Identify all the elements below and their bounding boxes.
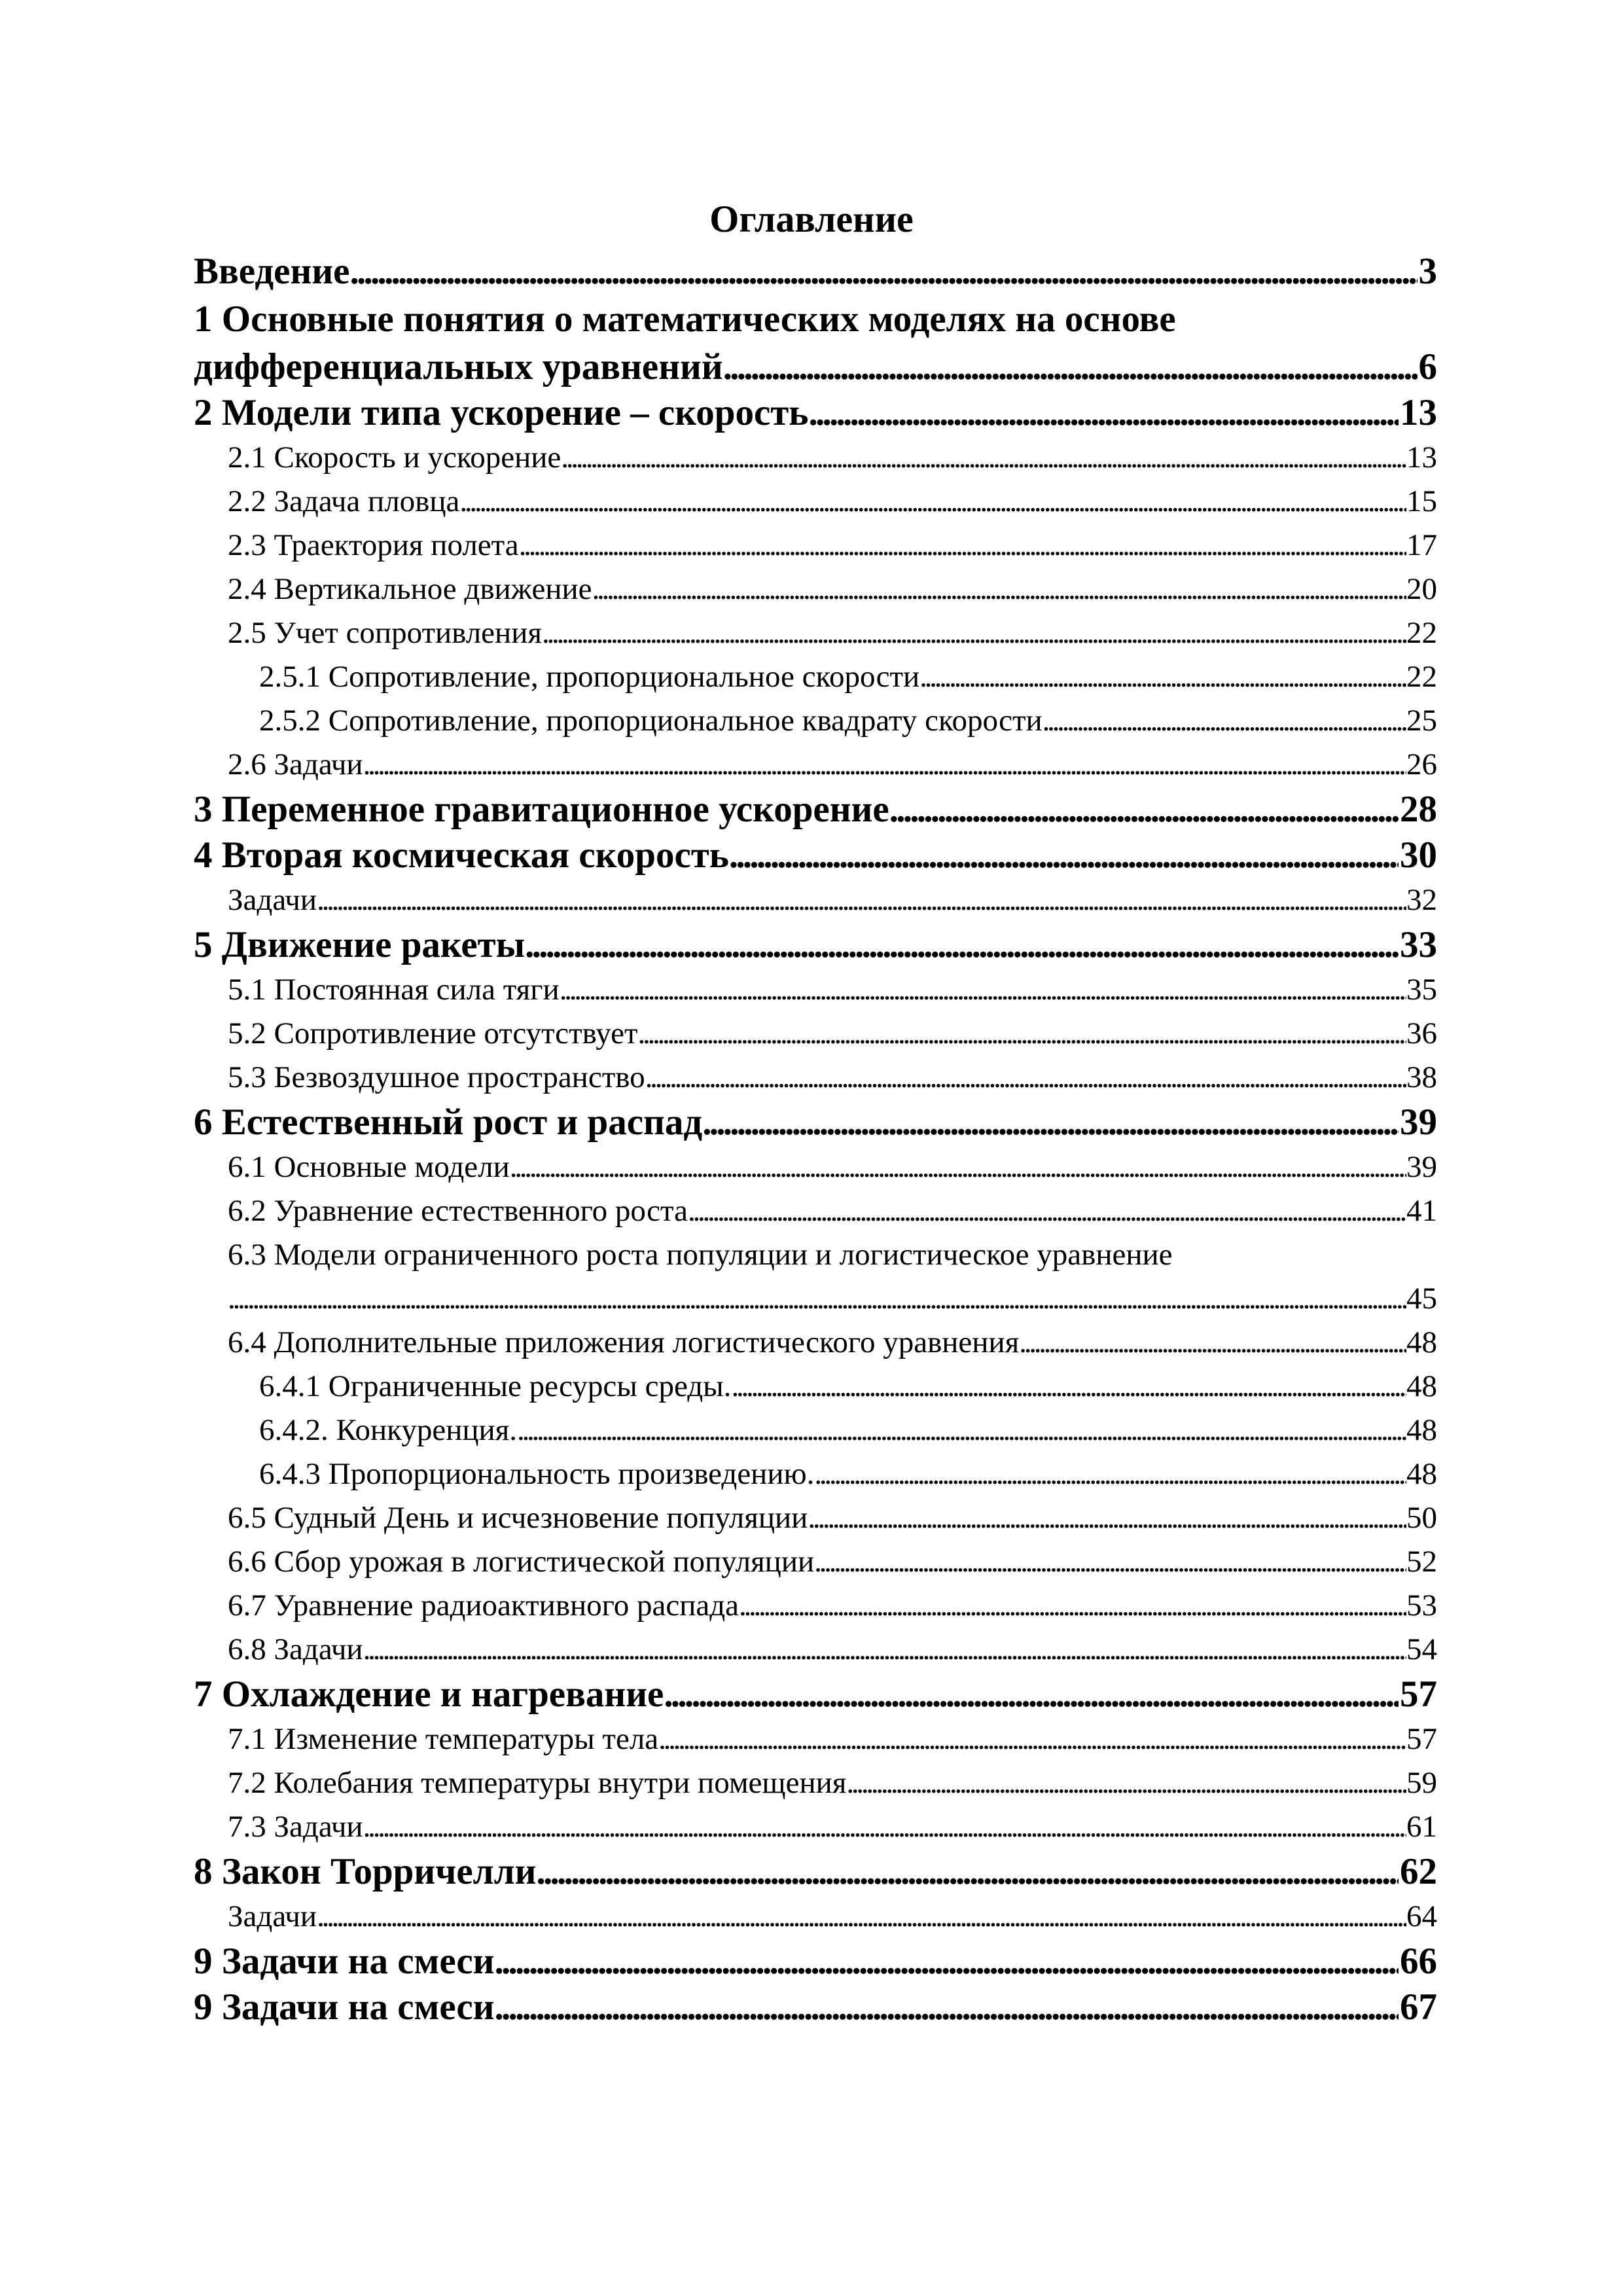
toc-dot-leader xyxy=(846,1761,1406,1805)
toc-section-entry[interactable] xyxy=(194,743,1437,787)
toc-dot-leader xyxy=(814,1452,1406,1496)
toc-dot-leader xyxy=(1043,699,1406,743)
toc-page-number: 22 xyxy=(1406,616,1437,650)
toc-dot-leader xyxy=(808,390,1399,436)
toc-page-number: 66 xyxy=(1400,1941,1437,1982)
toc-page-number: 52 xyxy=(1406,1545,1437,1579)
toc-dot-leader xyxy=(494,1939,1399,1984)
toc-section-entry[interactable] xyxy=(194,1189,1437,1233)
toc-entry-title: 9 Задачи на смеси xyxy=(194,1986,495,2028)
toc-dot-leader xyxy=(592,567,1406,611)
toc-entry-title: 6.4 Дополнительные приложения логистического уравнения xyxy=(228,1325,1020,1359)
toc-dot-leader xyxy=(729,833,1399,878)
toc-entry-title: 4 Вторая космическая скорость xyxy=(194,834,729,876)
toc-page-number: 64 xyxy=(1406,1899,1437,1933)
toc-dot-leader xyxy=(808,1496,1406,1540)
toc-entry-title: 2.6 Задачи xyxy=(228,747,363,781)
toc-subsection-entry[interactable] xyxy=(194,1365,1437,1408)
toc-dot-leader xyxy=(658,1717,1406,1761)
toc-entry-title: 8 Закон Торричелли xyxy=(194,1851,537,1892)
toc-entry-title: Задачи xyxy=(228,1899,317,1933)
toc-page-number: 53 xyxy=(1406,1588,1437,1623)
toc-section-entry[interactable] xyxy=(194,480,1437,524)
toc-section-entry[interactable] xyxy=(194,1277,1437,1321)
toc-entry-title: 5.1 Постоянная сила тяги xyxy=(228,973,560,1007)
toc-chapter-entry[interactable] xyxy=(194,249,1437,295)
toc-page-number: 28 xyxy=(1400,789,1437,830)
toc-page-number: 22 xyxy=(1406,660,1437,694)
toc-entry-title: Введение xyxy=(194,251,350,292)
toc-dot-leader xyxy=(228,1277,1406,1321)
toc-dot-leader xyxy=(731,1365,1406,1408)
toc-dot-leader xyxy=(459,480,1406,524)
toc-dot-leader xyxy=(702,1100,1399,1145)
toc-dot-leader xyxy=(561,436,1406,480)
toc-entry-title: 2.5.2 Сопротивление, пропорциональное квадрату скорости xyxy=(259,704,1043,738)
toc-entry-line: 1 Основные понятия о математических моделях на основе xyxy=(194,298,1176,340)
toc-page-number: 59 xyxy=(1406,1766,1437,1800)
toc-dot-leader xyxy=(510,1145,1406,1189)
toc-entry-title: 9 Задачи на смеси xyxy=(194,1941,495,1982)
toc-page-number: 61 xyxy=(1406,1810,1437,1844)
toc-dot-leader xyxy=(363,743,1406,787)
toc-entry-title: 2.5 Учет сопротивления xyxy=(228,616,542,650)
toc-page-number: 38 xyxy=(1406,1060,1437,1094)
toc-dot-leader xyxy=(349,249,1417,295)
toc-page-number: 48 xyxy=(1406,1457,1437,1491)
toc-dot-leader xyxy=(363,1805,1406,1849)
toc-entry-line: 6.3 Модели ограниченного роста популяции и логистическое уравнение xyxy=(228,1238,1173,1272)
toc-page-number: 39 xyxy=(1400,1102,1437,1143)
toc-page-number: 6 xyxy=(1418,346,1437,387)
toc-section-entry[interactable] xyxy=(194,1717,1437,1761)
toc-entry-title: 6.8 Задачи xyxy=(228,1632,363,1666)
toc-dot-leader xyxy=(494,1984,1399,2030)
toc-page-number: 41 xyxy=(1406,1194,1437,1228)
toc-entry-title: 2.3 Траектория полета xyxy=(228,528,519,562)
toc-section-entry[interactable] xyxy=(194,1805,1437,1849)
toc-entry-title: 7 Охлаждение и нагревание xyxy=(194,1674,664,1715)
toc-dot-leader xyxy=(317,1895,1406,1939)
toc-chapter-entry[interactable] xyxy=(194,1984,1437,2030)
toc-dot-leader xyxy=(525,922,1399,968)
toc-entry-title: 6.6 Сбор урожая в логистической популяции xyxy=(228,1545,815,1579)
toc-section-entry[interactable] xyxy=(194,567,1437,611)
toc-subsection-entry[interactable] xyxy=(194,1408,1437,1452)
toc-page-number: 26 xyxy=(1406,747,1437,781)
toc-dot-leader xyxy=(814,1540,1406,1584)
toc-section-entry[interactable] xyxy=(194,1761,1437,1805)
toc-page-number: 48 xyxy=(1406,1369,1437,1403)
toc-dot-leader xyxy=(542,611,1406,655)
toc-page-number: 35 xyxy=(1406,973,1437,1007)
toc-entry-title: 6.7 Уравнение радиоактивного распада xyxy=(228,1588,740,1623)
toc-section-entry[interactable] xyxy=(194,1496,1437,1540)
toc-dot-leader xyxy=(519,524,1406,567)
toc-page-number: 13 xyxy=(1406,440,1437,475)
toc-page-number: 50 xyxy=(1406,1501,1437,1535)
toc-entry-title: 6.1 Основные модели xyxy=(228,1150,510,1184)
toc-entry-title: 5 Движение ракеты xyxy=(194,924,526,965)
toc-entry-title: 7.2 Колебания температуры внутри помещения xyxy=(228,1766,847,1800)
toc-entry-title: 6.4.2. Конкуренция. xyxy=(259,1413,518,1447)
toc-dot-leader xyxy=(638,1012,1407,1056)
toc-page-number: 3 xyxy=(1418,251,1437,292)
toc-title: Оглавление xyxy=(709,198,914,240)
toc-section-entry[interactable] xyxy=(194,611,1437,655)
toc-page-number: 15 xyxy=(1406,484,1437,518)
toc-dot-leader xyxy=(1019,1321,1406,1365)
toc-subsection-entry[interactable] xyxy=(194,655,1437,699)
toc-section-entry[interactable] xyxy=(194,1321,1437,1365)
toc-section-entry[interactable] xyxy=(194,968,1437,1012)
toc-entry-title: 2.2 Задача пловца xyxy=(228,484,460,518)
toc-section-entry[interactable] xyxy=(194,436,1437,480)
toc-chapter-entry[interactable] xyxy=(194,922,1437,968)
toc-dot-leader xyxy=(723,344,1418,390)
toc-entry-title: 2.1 Скорость и ускорение xyxy=(228,440,562,475)
toc-chapter-entry[interactable] xyxy=(194,1672,1437,1717)
toc-section-entry[interactable] xyxy=(194,1584,1437,1628)
toc-section-entry[interactable] xyxy=(194,524,1437,567)
toc-page-number: 45 xyxy=(1406,1282,1437,1316)
toc-dot-leader xyxy=(517,1408,1406,1452)
toc-chapter-entry[interactable] xyxy=(194,1939,1437,1984)
toc-page-number: 13 xyxy=(1400,392,1437,433)
toc-entry-title: 2 Модели типа ускорение – скорость xyxy=(194,392,809,433)
toc-page-number: 20 xyxy=(1406,572,1437,606)
toc-entry-title: 6.2 Уравнение естественного роста xyxy=(228,1194,688,1228)
toc-dot-leader xyxy=(919,655,1406,699)
toc-dot-leader xyxy=(536,1849,1399,1895)
toc-page-number: 48 xyxy=(1406,1413,1437,1447)
toc-page-number: 57 xyxy=(1406,1722,1437,1756)
toc-page-number: 36 xyxy=(1406,1016,1437,1050)
toc-section-entry[interactable] xyxy=(194,1145,1437,1189)
toc-entry-title: 5.2 Сопротивление отсутствует xyxy=(228,1016,638,1050)
toc-subsection-entry[interactable] xyxy=(194,699,1437,743)
toc-dot-leader xyxy=(739,1584,1406,1628)
toc-dot-leader xyxy=(645,1056,1406,1100)
toc-subsection-entry[interactable] xyxy=(194,1452,1437,1496)
toc-page-number: 39 xyxy=(1406,1150,1437,1184)
toc-entry-title: Задачи xyxy=(228,883,317,917)
toc-page-number: 17 xyxy=(1406,528,1437,562)
table-of-contents xyxy=(194,249,1437,2030)
toc-dot-leader xyxy=(688,1189,1406,1233)
toc-chapter-entry[interactable] xyxy=(194,1100,1437,1145)
toc-chapter-entry[interactable] xyxy=(194,1849,1437,1895)
toc-chapter-entry[interactable] xyxy=(194,390,1437,436)
toc-section-entry[interactable] xyxy=(194,1012,1437,1056)
toc-dot-leader xyxy=(889,787,1399,833)
toc-entry-title: 6.5 Судный День и исчезновение популяции xyxy=(228,1501,808,1535)
toc-section-entry[interactable] xyxy=(194,1895,1437,1939)
toc-page-number: 57 xyxy=(1400,1674,1437,1715)
toc-chapter-entry[interactable] xyxy=(194,344,1437,390)
toc-dot-leader xyxy=(363,1628,1406,1672)
toc-section-entry[interactable] xyxy=(194,878,1437,922)
toc-chapter-entry[interactable] xyxy=(194,833,1437,878)
toc-entry-title: 6.4.3 Пропорциональность произведению. xyxy=(259,1457,815,1491)
toc-section-entry[interactable] xyxy=(194,1056,1437,1100)
toc-entry-title: дифференциальных уравнений xyxy=(194,346,723,387)
toc-section-entry[interactable] xyxy=(194,1628,1437,1672)
toc-page-number: 33 xyxy=(1400,924,1437,965)
toc-section-entry[interactable] xyxy=(194,1540,1437,1584)
toc-dot-leader xyxy=(664,1672,1399,1717)
toc-entry-title: 6 Естественный рост и распад xyxy=(194,1102,703,1143)
toc-entry-title: 5.3 Безвоздушное пространство xyxy=(228,1060,645,1094)
toc-dot-leader xyxy=(560,968,1406,1012)
toc-dot-leader xyxy=(317,878,1406,922)
toc-page-number: 62 xyxy=(1400,1851,1437,1892)
toc-page-number: 30 xyxy=(1400,834,1437,876)
toc-entry-title: 7.3 Задачи xyxy=(228,1810,363,1844)
toc-page-number: 25 xyxy=(1406,704,1437,738)
toc-page-number: 54 xyxy=(1406,1632,1437,1666)
toc-entry-title: 2.4 Вертикальное движение xyxy=(228,572,592,606)
toc-chapter-entry[interactable] xyxy=(194,787,1437,833)
toc-page-number: 67 xyxy=(1400,1986,1437,2028)
toc-entry-title: 7.1 Изменение температуры тела xyxy=(228,1722,659,1756)
toc-entry-title: 2.5.1 Сопротивление, пропорциональное скорости xyxy=(259,660,920,694)
toc-entry-title: 6.4.1 Ограниченные ресурсы среды. xyxy=(259,1369,732,1403)
toc-page-number: 48 xyxy=(1406,1325,1437,1359)
toc-page-number: 32 xyxy=(1406,883,1437,917)
toc-entry-title: 3 Переменное гравитационное ускорение xyxy=(194,789,889,830)
